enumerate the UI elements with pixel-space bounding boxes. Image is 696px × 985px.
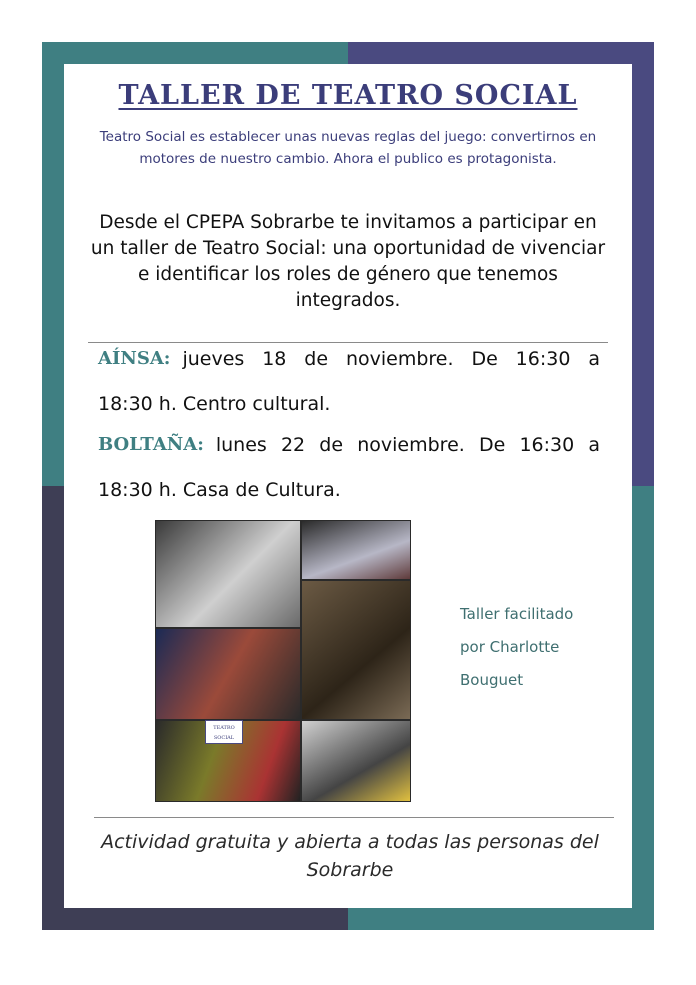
divider-bottom [94,817,614,818]
frame-top-left [42,42,348,64]
collage-photo [155,520,301,628]
credit-line: por Charlotte [460,638,560,656]
frame-left-bottom [42,486,64,930]
badge-line: SOCIAL [213,735,235,741]
intro-text: Teatro Social es establecer unas nuevas reglas del juego: convertirnos en motores de nuestro cambio. Ahora el publico es protagonista. [99,129,597,167]
collage-photo [301,580,411,720]
facilitator-credit [460,598,610,697]
event-ainsa-venue: 18:30 h. Centro cultural. [98,393,331,415]
event-ainsa [98,348,600,370]
event-date-time: jueves 18 de noviembre. De 16:30 a [182,348,600,370]
frame-left-top [42,42,64,486]
event-date-time: lunes 22 de noviembre. De 16:30 a [215,434,600,456]
frame-bottom-left [42,908,348,930]
badge-line: TEATRO [213,725,235,731]
collage-photo [301,520,411,580]
invitation-text: Desde el CPEPA Sobrarbe te invitamos a participar en un taller de Teatro Social: una oportunidad de vivenciar e identificar los roles de género que tenemos integrados. [90,212,606,311]
collage-badge [205,720,243,744]
footer-text: Actividad gratuita y abierta a todas las personas del Sobrarbe [101,831,599,881]
event-place: AÍNSA: [98,348,171,369]
frame-top-right [348,42,654,64]
collage-photo [301,720,411,802]
event-boltana-venue: 18:30 h. Casa de Cultura. [98,479,341,501]
frame-right-top [632,42,654,486]
frame-bottom-right [348,908,654,930]
credit-line: Bouguet [460,671,524,689]
credit-line: Taller facilitado [460,605,574,623]
event-place: BOLTAÑA: [98,434,204,455]
event-boltana [98,434,600,456]
poster-title: TALLER DE TEATRO SOCIAL [118,80,578,111]
photo-collage [155,520,411,802]
frame-right-bottom [632,486,654,930]
collage-photo [155,628,301,720]
divider-top [88,342,608,343]
